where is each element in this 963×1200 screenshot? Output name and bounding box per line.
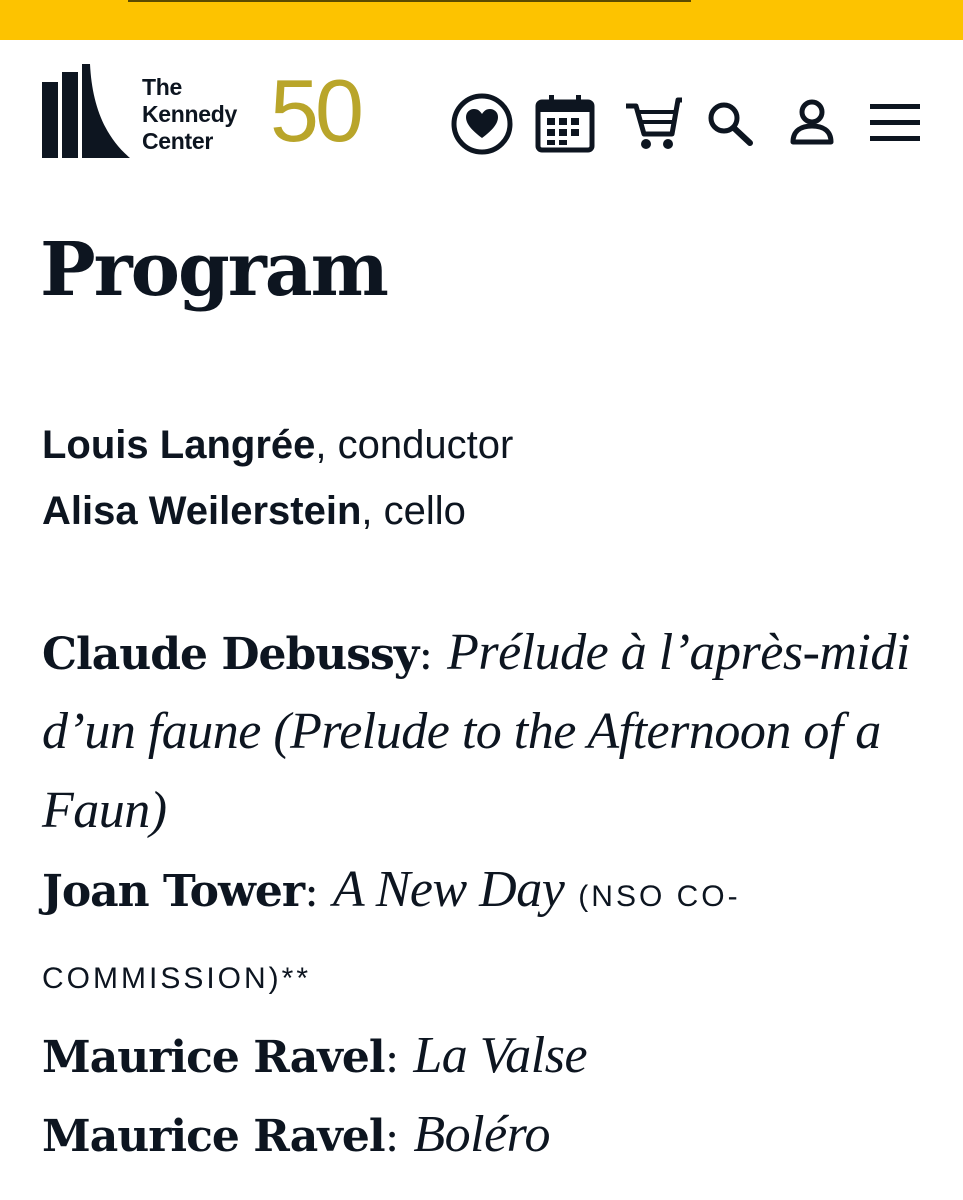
program-works	[42, 614, 932, 1175]
work-title: La Valse	[413, 1027, 588, 1084]
work-title: A New Day	[332, 861, 565, 918]
work-separator: :	[384, 1032, 414, 1083]
logo-line-kennedy: Kennedy	[142, 101, 238, 127]
work-composer: Maurice Ravel	[42, 1032, 385, 1083]
work-item	[42, 851, 932, 1017]
work-title: Boléro	[413, 1106, 550, 1163]
calendar-icon[interactable]	[534, 92, 596, 154]
anniversary-50: 50	[270, 61, 360, 160]
menu-icon[interactable]	[870, 104, 920, 142]
work-item	[42, 614, 932, 851]
page-title: Program	[40, 227, 387, 313]
cart-icon[interactable]	[622, 94, 684, 152]
logo-wordmark	[142, 74, 237, 155]
performer-row	[42, 412, 513, 478]
work-item	[42, 1096, 932, 1175]
work-composer: Joan Tower	[42, 866, 305, 917]
work-item	[42, 1017, 932, 1096]
work-composer: Claude Debussy	[42, 629, 419, 680]
work-title: Prélude à l’après-midi d’un faune (Prelude to the Afternoon of a Faun)	[42, 624, 910, 839]
work-separator: :	[418, 629, 448, 680]
performer-name: Alisa Weilerstein	[42, 489, 362, 533]
top-banner	[0, 0, 963, 40]
work-separator: :	[304, 866, 333, 917]
work-separator: :	[384, 1111, 414, 1162]
work-note: (NSO CO-COMMISSION)**	[42, 880, 741, 995]
performer-role: , conductor	[315, 423, 514, 467]
logo-line-the: The	[142, 74, 182, 100]
kennedy-center-logo[interactable]	[42, 62, 387, 160]
heart-icon[interactable]	[450, 92, 514, 156]
kennedy-center-logo-icon	[42, 64, 130, 158]
banner-divider	[128, 0, 691, 2]
performer-role: , cello	[361, 489, 466, 533]
work-composer: Maurice Ravel	[42, 1111, 385, 1162]
user-icon[interactable]	[788, 98, 836, 146]
performer-name: Louis Langrée	[42, 423, 316, 467]
search-icon[interactable]	[706, 100, 754, 146]
performer-row	[42, 478, 513, 544]
logo-line-center: Center	[142, 128, 214, 154]
performers-list	[42, 412, 513, 544]
